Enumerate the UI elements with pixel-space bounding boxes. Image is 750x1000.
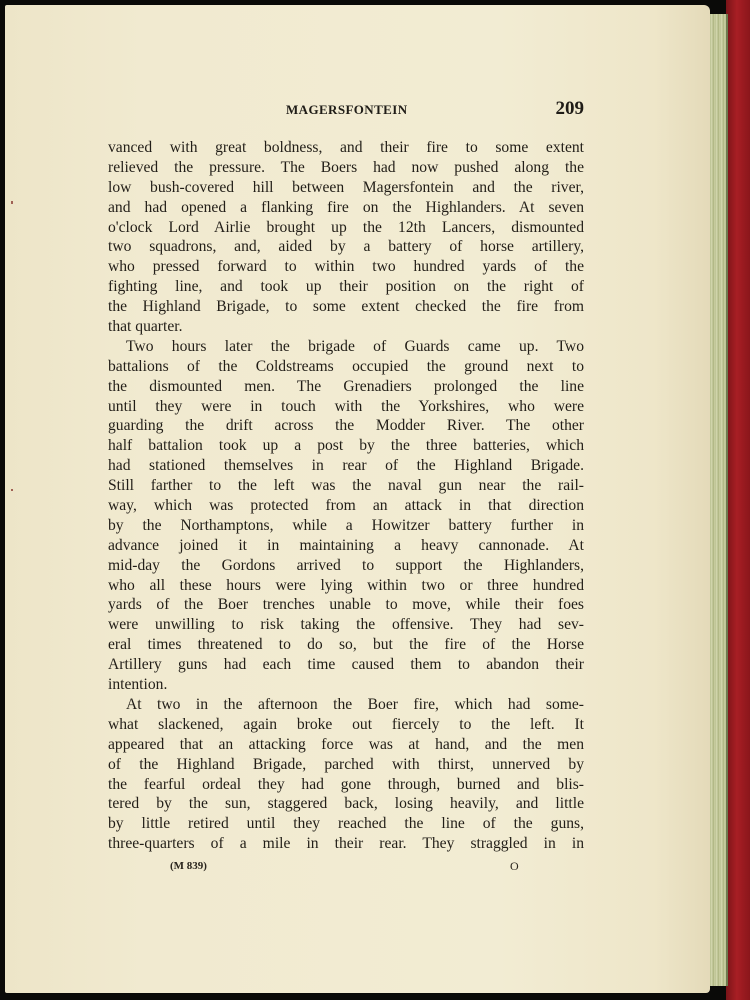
text-line: until they were in touch with the Yorkshires, who were	[108, 397, 584, 415]
text-line: and had opened a flanking fire on the Highlanders. At seven	[108, 198, 584, 216]
text-line: way, which was protected from an attack in that direction	[108, 497, 584, 515]
text-line: tered by the sun, staggered back, losing heavily, and little	[108, 795, 584, 813]
text-line: eral times threatened to do so, but the fire of the Horse	[108, 636, 584, 654]
text-line: o'clock Lord Airlie brought up the 12th Lancers, dismounted	[108, 218, 584, 236]
running-title: MAGERSFONTEIN	[286, 102, 408, 117]
text-line: of the Highland Brigade, parched with thirst, unnerved by	[108, 755, 584, 773]
text-line: two squadrons, and, aided by a battery of horse artillery,	[108, 238, 584, 256]
text-line: the dismounted men. The Grenadiers prolonged the line	[108, 377, 584, 395]
ink-mark	[11, 201, 13, 204]
printer-signature-mark: (M 839)	[170, 860, 207, 872]
text-line: the Highland Brigade, to some extent checked the fire from	[108, 298, 584, 316]
text-line: appeared that an attacking force was at hand, and the men	[108, 735, 584, 753]
text-line: by little retired until they reached the line of the guns,	[108, 815, 584, 833]
ink-mark	[11, 489, 13, 491]
text-line: low bush-covered hill between Magersfontein and the river,	[108, 178, 584, 196]
text-line: Still farther to the left was the naval gun near the rail-	[108, 477, 584, 495]
book-cover-edge	[726, 0, 750, 1000]
running-head	[108, 100, 584, 122]
body-text	[108, 138, 584, 854]
page-number: 209	[555, 98, 584, 119]
text-line: what slackened, again broke out fiercely to the left. It	[108, 715, 584, 733]
text-line: had stationed themselves in rear of the Highland Brigade.	[108, 457, 584, 475]
text-line: Two hours later the brigade of Guards came up. Two	[126, 337, 584, 355]
text-line: were unwilling to risk taking the offensive. They had sev-	[108, 616, 584, 634]
text-line: who all these hours were lying within two or three hundred	[108, 576, 584, 594]
page-footer	[108, 858, 584, 878]
text-line: yards of the Boer trenches unable to move, while their foes	[108, 596, 584, 614]
text-line: intention.	[108, 676, 168, 694]
text-line: advance joined it in maintaining a heavy cannonade. At	[108, 536, 584, 554]
text-line: who pressed forward to within two hundred yards of the	[108, 258, 584, 276]
text-line: At two in the afternoon the Boer fire, which had some-	[126, 695, 584, 713]
text-line: vanced with great boldness, and their fire to some extent	[108, 139, 584, 156]
text-line: half battalion took up a post by the three batteries, which	[108, 437, 584, 455]
text-line: by the Northamptons, while a Howitzer battery further in	[108, 516, 584, 534]
text-line: relieved the pressure. The Boers had now pushed along the	[108, 158, 584, 176]
text-line: fighting line, and took up their position on the right of	[108, 278, 584, 296]
text-line: the fearful ordeal they had gone through, burned and blis-	[108, 775, 584, 793]
text-line: Artillery guns had each time caused them to abandon their	[108, 656, 584, 674]
text-line: guarding the drift across the Modder River. The other	[108, 417, 584, 435]
text-line: mid-day the Gordons arrived to support the Highlanders,	[108, 556, 584, 574]
text-line: three-quarters of a mile in their rear. They straggled in in	[108, 835, 584, 853]
text-line: battalions of the Coldstreams occupied the ground next to	[108, 357, 584, 375]
printer-signature-letter: O	[510, 859, 519, 873]
text-line: that quarter.	[108, 318, 183, 336]
